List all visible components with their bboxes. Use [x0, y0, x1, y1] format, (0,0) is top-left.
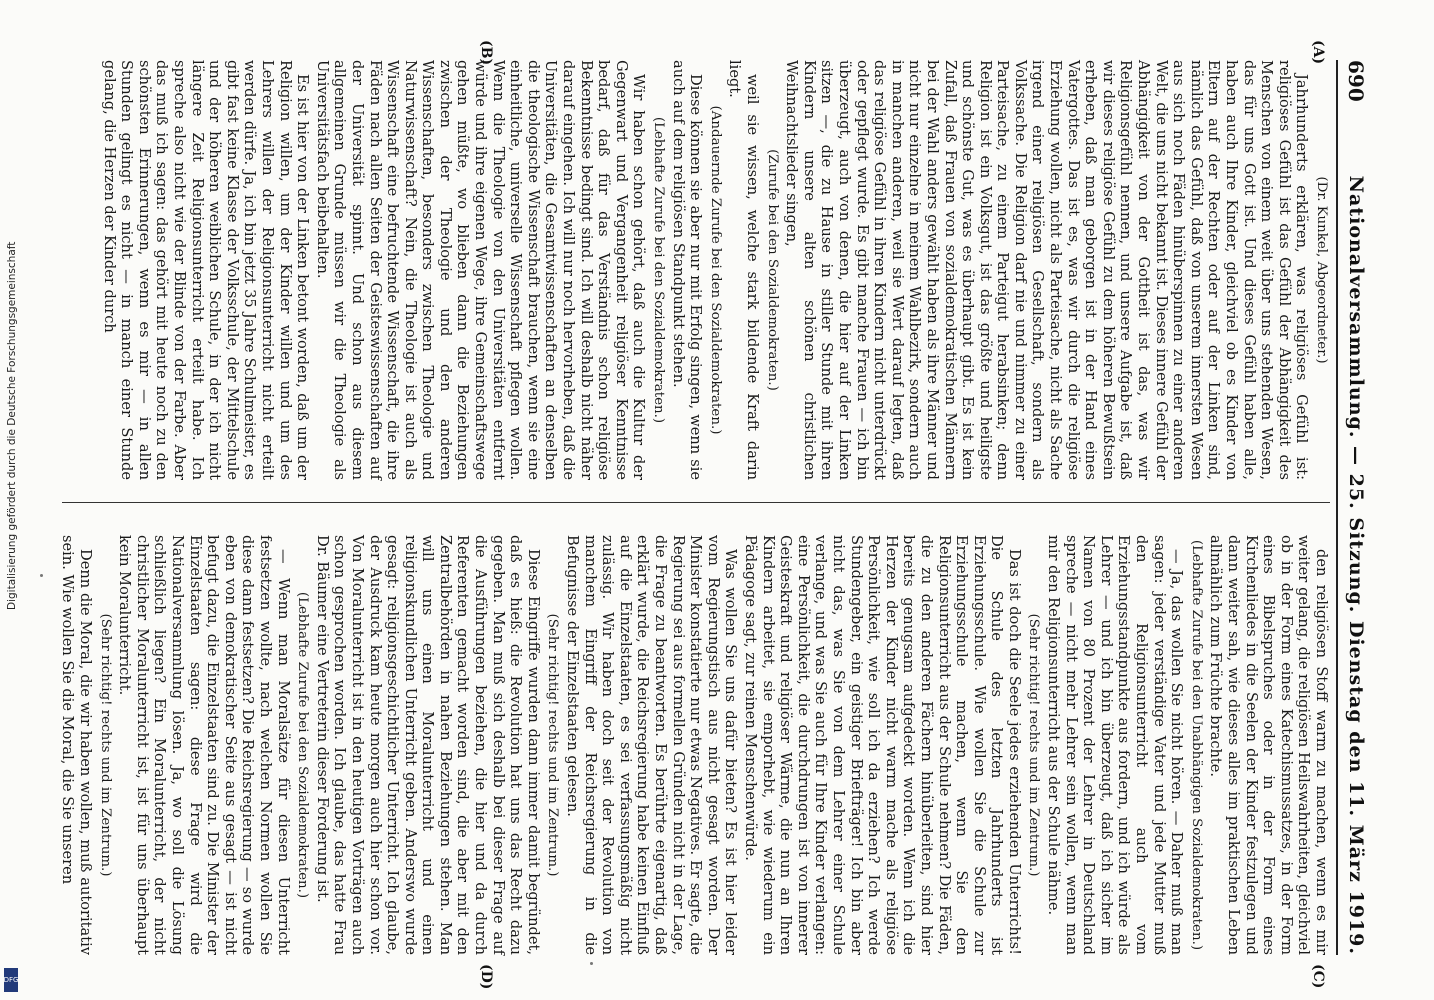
margin-mark-b: (B): [478, 40, 494, 66]
paragraph: Was wollen Sie uns dafür bieten? Es ist hier leider vom Regierungstisch aus nicht gesagt worden. Der Minister konstatierte nur etwas Negatives. Er sagte, die Regierung sei aus formellen Gründen nicht in der Lage, die Frage zu beantworten. Es berührte eigenartig, daß erklärt wurde, die Reichsregierung habe keinen Einfluß auf die Einzelstaaten, es sei verfassungsmäßig nicht zulässig. Wir haben doch seit der Revolution von manchem Eingriff der Reichsregierung in die Befugnisse der Einzelstaaten gelesen.: [564, 535, 740, 955]
left-text-column: [62, 60, 1330, 480]
margin-mark-a: (A): [1310, 40, 1326, 65]
scan-speck: [40, 574, 43, 577]
margin-mark-c: (C): [1310, 964, 1326, 989]
dfg-logo: DFG: [4, 968, 18, 992]
paragraph: — Wenn man Moralsätze für diesen Unterricht festsetzen wollte, nach welchen Normen wollen Sie diese dann festsetzen? Die Reichsregierung — so wurde eben von demokratischer Seite aus gesagt — ist nicht befugt dazu, die Einzelstaaten sind zu. Die Minister der Einzelstaaten sagen: diese Frage wird die Nationalversammlung lösen. Ja, wo soll die Lösung schließlich liegen? Ein Moralunterricht, der nicht christlicher Moralunterricht ist, ist für uns überhaupt kein Moralunterricht.: [116, 535, 292, 955]
paragraph: Diese Eingriffe wurden dann immer damit begründet, daß es hieß: die Revolution hat uns das Recht dazu gegeben. Man muß sich deshalb bei dieser Frage auf die Ausführungen beziehen, die hier und da durch Referenten gemacht worden sind, die aber mit den Zentralbehörden in nahen Beziehungen stehen. Man will uns einen Moralunterricht und einen religionskundlichen Unterricht geben. Anderswo wurde gesagt: religionsgeschichtlicher Unterricht. Ich glaube, der Ausdruck kam heute morgen auch hier schon vor. Von Moralunterricht ist in den heutigen Vorträgen auch schon gesprochen worden. Ich glaube, das hatte Frau Dr. Bäumer eine Vertreterin dieser Forderung ist.: [313, 535, 542, 955]
interjection: (Sehr richtig! rechts und im Zentrum.): [545, 613, 561, 877]
interjection: (Andauernde Zurufe bei den Sozialdemokraten.): [707, 105, 723, 435]
paragraph: Wir haben schon gehört, daß auch die Kultur der Gegenwart und Vergangenheit religiöser Kenntnisse bedarf, daß für das Verständnis schon religiöse Bekenntnisse bedingt sind. Ich will deshalb nicht näher darauf eingehen. Ich will nur noch hervorheben, daß die Universitäten, die Gesamtwissenschaften an denselben die theologische Wissenschaft brauchen, wenn sie eine einheitliche, universelle Wissenschaft pflegen wollen. Wenn die Theologie von den Universitäten entfernt würde und ihre eigenen Wege, ihre Gemeinschaftswege gehen müßte, wo blieben dann die Beziehungen zwischen der Theologie und den anderen Wissenschaften, besonders zwischen Theologie und Naturwissenschaft? Nein, die Theologie ist auch als Wissenschaft eine befruchtende Wissenschaft, die ihre Fäden nach allen Seiten der Geisteswissenschaften auf der Universität spinnt. Und schon aus diesem allgemeinen Grunde müssen wir die Theologie als Universitätsfach beibehalten.: [313, 60, 648, 480]
paragraph: Denn die Moral, die wir haben wollen, muß autoritativ sein. Wie wollen Sie die Moral, die Sie unseren: [59, 535, 95, 955]
running-title: Nationalversammlung. — 25. Sitzung. Dienstag den 11. März 1919.: [1345, 175, 1367, 955]
interjection: (Lebhafte Zurufe bei den Unabhängigen Sozialdemokraten.): [1188, 539, 1204, 951]
scan-speck: [590, 962, 593, 965]
paragraph: — Ja, das wollen Sie nicht hören. — Daher muß man sagen: jeder verständige Vater und jede Mutter muß den Religionsunterricht auch vom Erziehungsstandpunkte aus fordern, und ich würde als Lehrer — und ich bin überzeugt, daß ich sicher im Namen von 80 Prozent der Lehrer in Deutschland spreche — nicht mehr Lehrer sein wollen, wenn man mir den Religionsunterricht aus der Schule nähme.: [1045, 535, 1186, 955]
interjection: (Sehr richtig! rechts und im Zentrum.): [1026, 613, 1042, 877]
digitization-credit: Digitalisierung gefördert durch die Deutsche Forschungsgemeinschaft: [6, 241, 18, 610]
paragraph: den religiösen Stoff warm zu machen, wenn es mir weiter gelang, die religiösen Heilswahrheiten, gleichviel ob in der Form eines Katechismussatzes, in der Form eines Bibelspruches oder in der Form eines Kirchenliedes in die Seelen der Kinder festzulegen und dann weiter sah, wie dieses alles im praktischen Leben allmählich zum Früchte brachte.: [1207, 535, 1330, 955]
page-number: 690: [1344, 60, 1368, 102]
interjection: (Zurufe bei den Sozialdemokraten.): [764, 149, 780, 391]
speaker-line: (Dr. Kunkel, Abgeordneter.): [1314, 176, 1329, 364]
paragraph: Das ist doch die Seele jedes erziehenden Unterrichts! Die Schule des letzten Jahrhunderts ist Erziehungsschule. Wie wollen Sie die Schule zur Erziehungsschule machen, wenn Sie den Religionsunterricht aus der Schule nehmen? Die Fäden, die zu den anderen Fächern hinüberleiten, sind hier bereits genugsam aufgedeckt worden. Wenn ich die Herzen der Kinder nicht warm mache als religiöse Persönlichkeit, wie soll ich da erziehen? Ich werde Stundengeber, ein geistiger Briefträger! Ich bin aber nicht das, was Sie von dem Lehrer einer Schule verlange, und was Sie auch für Ihre Kinder verlangen: eine Persönlichkeit, die durchdrungen ist von innerer Geisteskraft und religiöser Wärme, die nun an Ihren Kindern arbeitet, sie emporhebt, wie wiederum ein Pädagoge sagt, zur reinen Menschenwürde.: [742, 535, 1023, 955]
interjection: (Sehr richtig! rechts und im Zentrum.): [97, 613, 113, 877]
interjection: (Lebhafte Zurufe bei den Sozialdemokraten.): [651, 116, 667, 424]
right-text-column: [59, 535, 1330, 955]
column-divider: [62, 502, 1330, 503]
interjection: (Lebhafte Zurufe bei den Sozialdemokraten.): [295, 591, 311, 899]
margin-mark-d: (D): [478, 964, 494, 990]
page-header: [1336, 60, 1374, 955]
paragraph: Es ist hier von der Linken betont worden, daß um der Religion willen, um der Kinder willen und um des Lehrers willen der Religionsunterricht nicht erteilt werden dürfe. Ja, ich bin jetzt 35 Jahre Schulmeister, es gibt fast keine Klasse der Volksschule, der Mittelschule und der höheren weiblichen Schule, in der ich nicht längere Zeit Religionsunterricht erteilt habe. Ich spreche also nicht wie der Blinde von der Farbe. Aber das muß ich sagen: das gehört mit heute noch zu den schönsten Erinnerungen, wenn es mir — in allen Stunden gelingt es nicht — in manch einer Stunde gelang, die Herzen der Kinder durch: [100, 60, 312, 480]
paragraph: Diese können sie aber nur mit Erfolg singen, wenn sie auch auf dem religiösen Standpunkt stehen.: [669, 60, 705, 480]
paragraph: weil sie wissen, welche stark bildende Kraft darin liegt.: [726, 60, 761, 480]
paragraph: Jahrhunderts erklären, was religiöses Gefühl ist: religiöses Gefühl ist das Gefühl der Abhängigkeit des Menschen von einem weit über uns stehenden Wesen, das für uns Gott ist. Und dieses Gefühl haben alle, haben auch Ihre Kinder, gleichviel ob es Kinder von Eltern auf der Rechten oder auf der Linken sind, nämlich das Gefühl, daß von unserem innersten Wesen aus sich noch Fäden hinüberspinnen zu einer anderen Welt, die uns nicht bekannt ist. Dieses innere Gefühl der Abhängigkeit von der Gottheit ist das, was wir Religionsgefühl nennen, und unsere Aufgabe ist, daß wir dieses religiöse Gefühl zu dem höheren Bewußtsein erheben, daß man geborgen ist in der Hand eines Vatergottes. Das ist es, was wir durch die religiöse Erziehung wollen, nicht als Parteisache, nicht als Sache irgend einer religiösen Gesellschaft, sondern als Volkssache. Die Religion darf nie und nimmer zu einer Parteisache, zu einem Parteigut herabsinken; denn Religion ist ein Volksgut, ist das größte und heiligste und schönste Gut, was es überhaupt gibt. Es ist kein Zufall, daß Frauen von sozialdemokratischen Männern bei der Wahl anders gewählt haben als ihre Männer und nicht nur einzelne in meinem Wahlbezirk, sondern auch in manchen anderen, weil sie Wert darauf legten, daß das religiöse Gefühl in ihren Kindern nicht unterdrückt oder gepflegt wurde. Es gibt manche Frauen — ich bin überzeugt, auch von denen, die hier auf der Linken sitzen —, die zu Hause in stiller Stunde mit ihren Kindern unsere alten schönen christlichen Weihnachtslieder singen,: [783, 60, 1311, 480]
